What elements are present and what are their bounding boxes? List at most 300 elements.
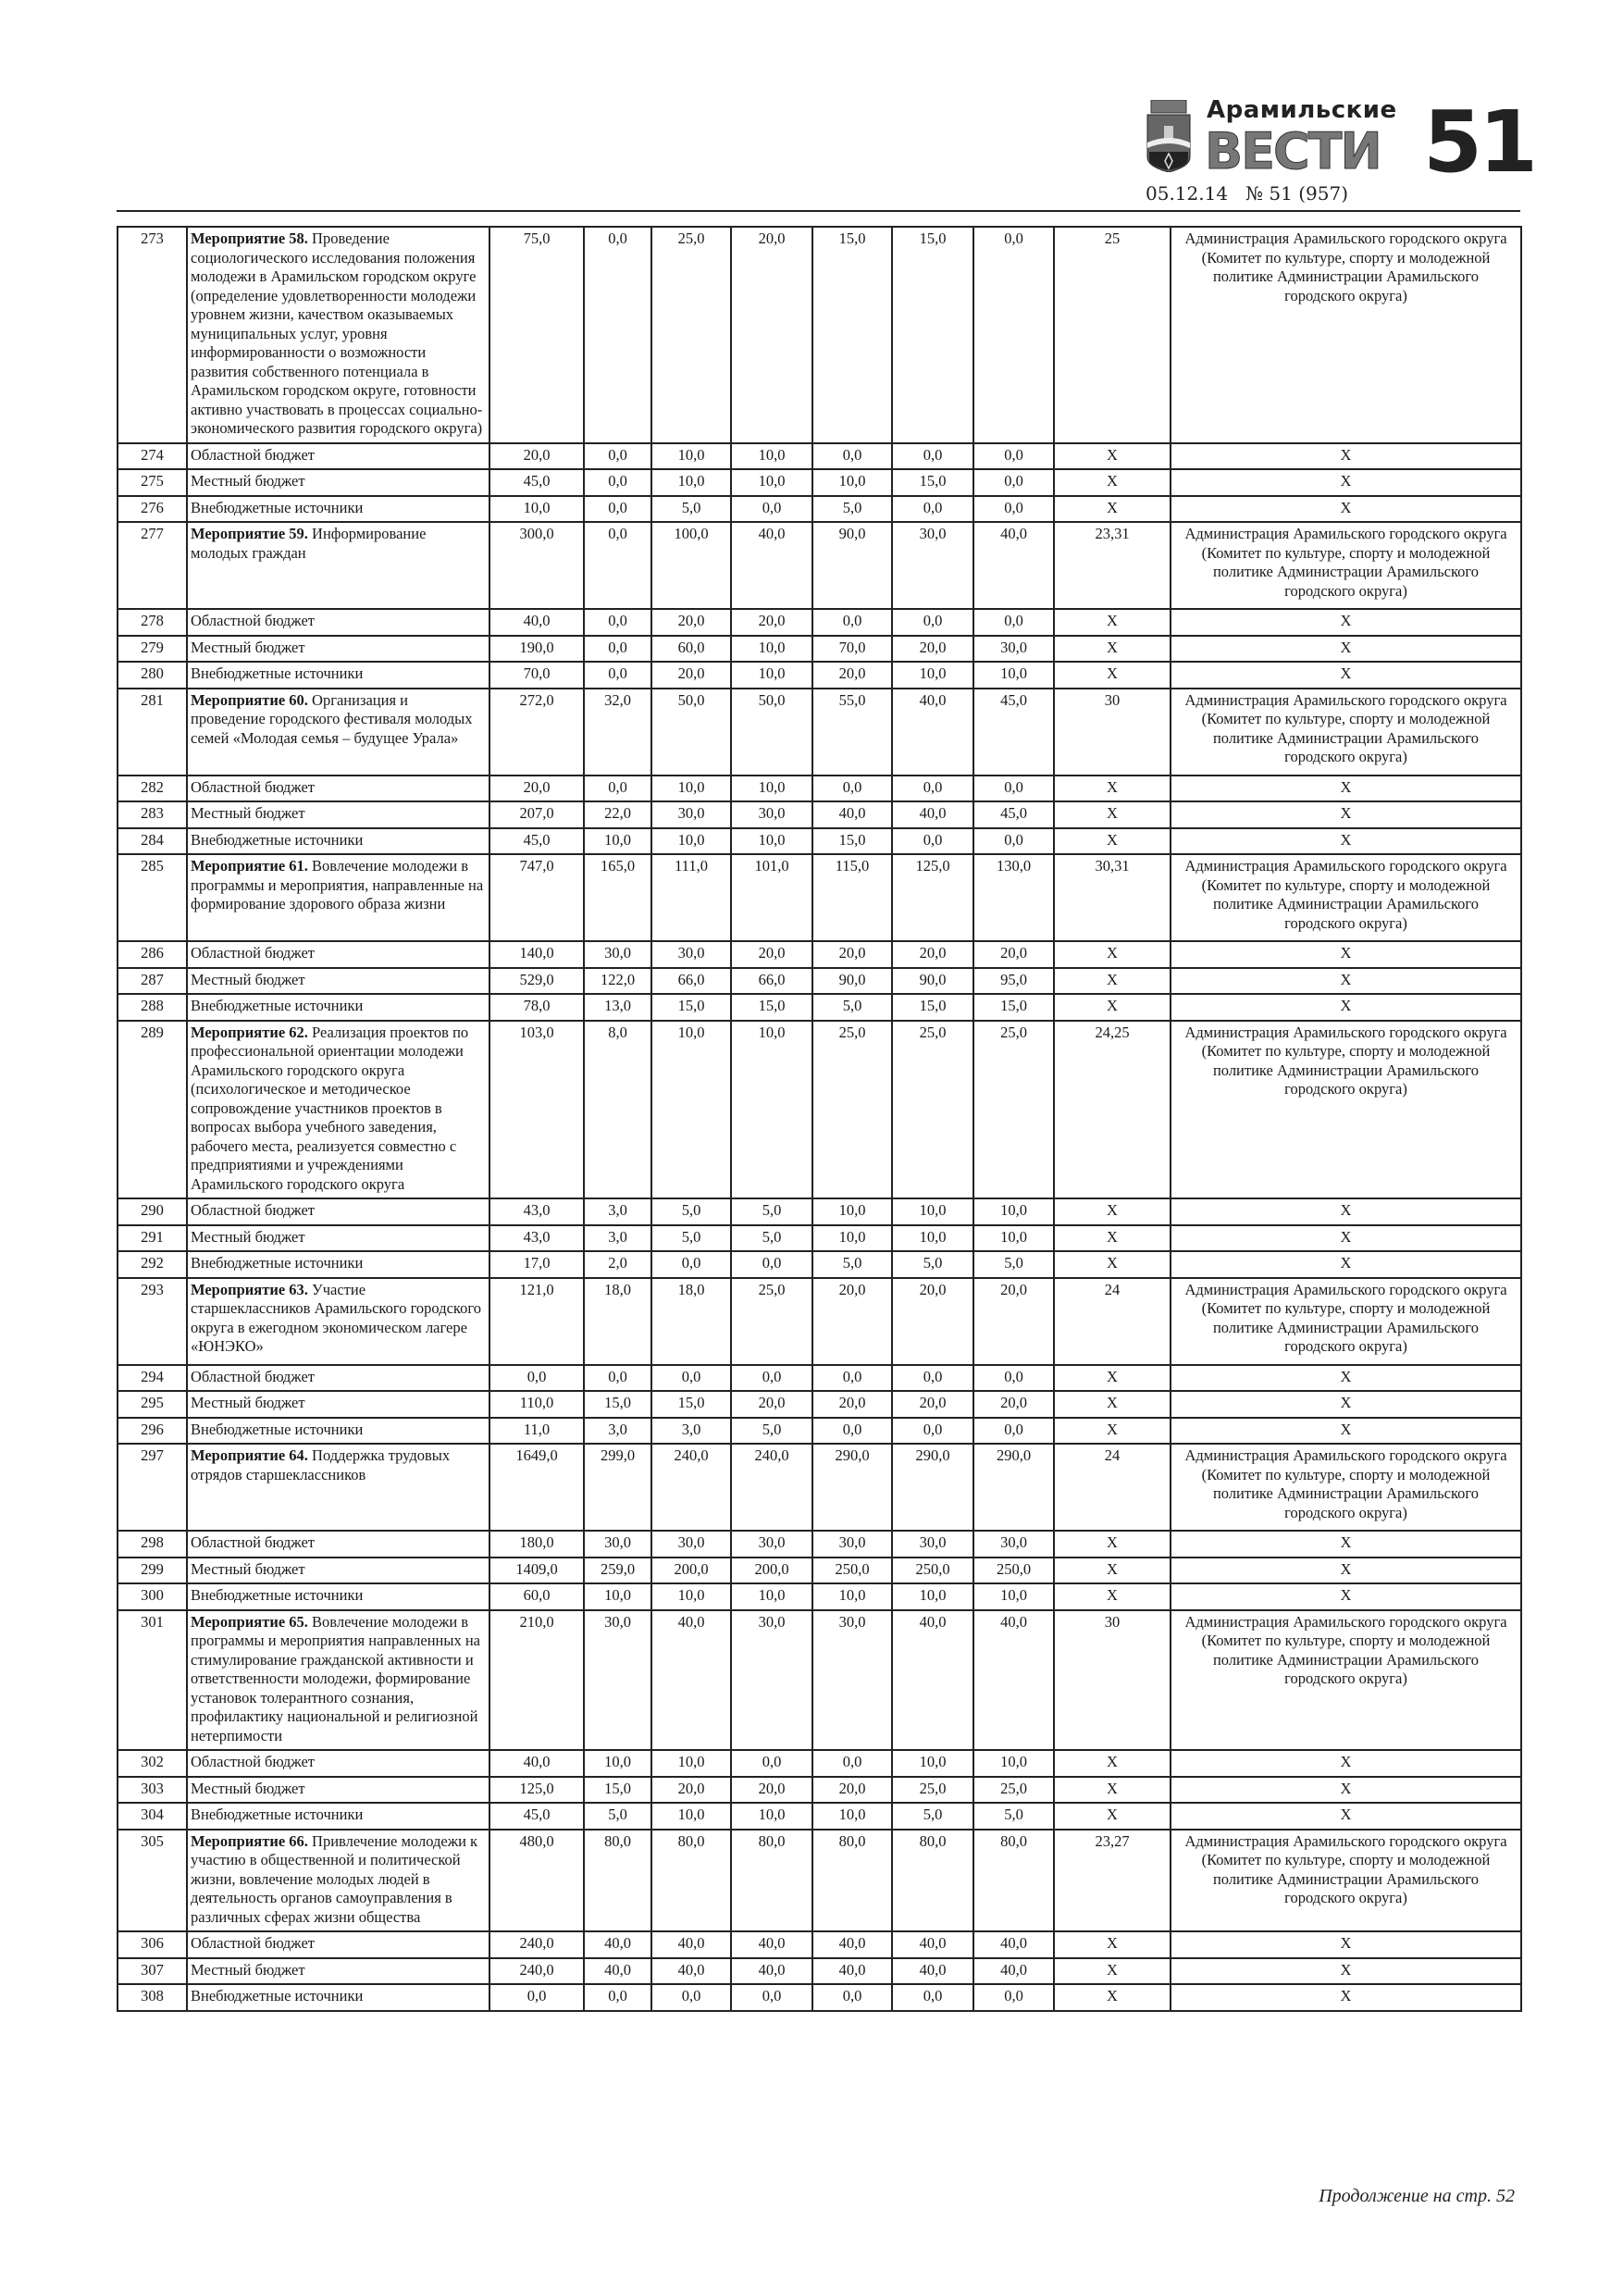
row-description bbox=[187, 469, 489, 496]
amount-cell: 250,0 bbox=[973, 1558, 1054, 1584]
amount-cell: 10,0 bbox=[731, 828, 812, 855]
amount-cell: 0,0 bbox=[584, 1984, 651, 2011]
amount-cell: 25,0 bbox=[973, 1777, 1054, 1804]
row-description bbox=[187, 1610, 489, 1751]
amount-cell: 40,0 bbox=[892, 1610, 973, 1751]
amount-cell: 130,0 bbox=[973, 854, 1054, 941]
target-indicator: X bbox=[1054, 1803, 1171, 1830]
amount-cell: 15,0 bbox=[892, 994, 973, 1021]
row-number: 293 bbox=[118, 1278, 187, 1365]
amount-cell: 10,0 bbox=[892, 1583, 973, 1610]
amount-cell: 50,0 bbox=[651, 689, 731, 776]
amount-cell: 101,0 bbox=[731, 854, 812, 941]
amount-cell: 0,0 bbox=[892, 1984, 973, 2011]
row-description bbox=[187, 1391, 489, 1418]
row-description bbox=[187, 443, 489, 470]
amount-cell: 78,0 bbox=[489, 994, 584, 1021]
table-row-funding bbox=[118, 662, 1521, 689]
row-description bbox=[187, 828, 489, 855]
continued-note: Продолжение на стр. 52 bbox=[1319, 2186, 1515, 2206]
responsible-executor: X bbox=[1171, 1583, 1521, 1610]
row-description bbox=[187, 522, 489, 609]
amount-cell: 0,0 bbox=[584, 443, 651, 470]
responsible-executor: X bbox=[1171, 1251, 1521, 1278]
amount-cell: 0,0 bbox=[731, 1750, 812, 1777]
target-indicator: X bbox=[1054, 1958, 1171, 1985]
amount-cell: 0,0 bbox=[892, 776, 973, 802]
issue-date-number: 05.12.14 № 51 (957) bbox=[1146, 182, 1349, 205]
amount-cell: 10,0 bbox=[651, 776, 731, 802]
row-description bbox=[187, 1830, 489, 1932]
amount-cell: 165,0 bbox=[584, 854, 651, 941]
target-indicator: X bbox=[1054, 941, 1171, 968]
amount-cell: 20,0 bbox=[812, 941, 892, 968]
row-number: 296 bbox=[118, 1418, 187, 1445]
amount-cell: 5,0 bbox=[584, 1803, 651, 1830]
amount-cell: 15,0 bbox=[584, 1777, 651, 1804]
coat-of-arms-icon bbox=[1146, 100, 1192, 172]
amount-cell: 40,0 bbox=[812, 1958, 892, 1985]
description-text: Местный бюджет bbox=[191, 970, 305, 988]
amount-cell: 40,0 bbox=[812, 801, 892, 828]
amount-cell: 20,0 bbox=[731, 1777, 812, 1804]
table-row-funding bbox=[118, 776, 1521, 802]
table-row-activity bbox=[118, 1830, 1521, 1932]
description-text: Местный бюджет bbox=[191, 638, 305, 656]
amount-cell: 10,0 bbox=[731, 1583, 812, 1610]
amount-cell: 0,0 bbox=[731, 496, 812, 523]
row-number: 277 bbox=[118, 522, 187, 609]
description-text: Местный бюджет bbox=[191, 1227, 305, 1246]
amount-cell: 30,0 bbox=[731, 1531, 812, 1558]
amount-cell: 30,0 bbox=[812, 1610, 892, 1751]
amount-cell: 20,0 bbox=[731, 227, 812, 443]
table-row-activity bbox=[118, 522, 1521, 609]
page-number: 51 bbox=[1423, 93, 1535, 192]
amount-cell: 20,0 bbox=[731, 941, 812, 968]
description-text: Областной бюджет bbox=[191, 1934, 316, 1952]
responsible-executor: Администрация Арамильского городского округа (Комитет по культуре, спорту и молодежной политике Администрации Арамильского городского округа) bbox=[1171, 1021, 1521, 1199]
amount-cell: 529,0 bbox=[489, 968, 584, 995]
amount-cell: 0,0 bbox=[973, 469, 1054, 496]
amount-cell: 20,0 bbox=[973, 941, 1054, 968]
activity-title: Мероприятие 62. bbox=[191, 1023, 308, 1041]
row-number: 284 bbox=[118, 828, 187, 855]
amount-cell: 0,0 bbox=[973, 227, 1054, 443]
amount-cell: 18,0 bbox=[584, 1278, 651, 1365]
amount-cell: 259,0 bbox=[584, 1558, 651, 1584]
amount-cell: 0,0 bbox=[973, 828, 1054, 855]
row-number: 303 bbox=[118, 1777, 187, 1804]
description-text: Внебюджетные источники bbox=[191, 1987, 364, 2004]
amount-cell: 0,0 bbox=[584, 522, 651, 609]
amount-cell: 25,0 bbox=[812, 1021, 892, 1199]
description-text: Реализация проектов по профессиональной ориентации молодежи Арамильского городского округа (психологическое и методическое сопровождение участников проектов в вопросах выбора учебного заведения, рабочего места, реализуется совместно с предприятиями и учреждениями Арамильского городского округа bbox=[191, 1023, 469, 1193]
row-description bbox=[187, 227, 489, 443]
amount-cell: 20,0 bbox=[892, 1391, 973, 1418]
responsible-executor: X bbox=[1171, 1225, 1521, 1252]
target-indicator: X bbox=[1054, 609, 1171, 636]
target-indicator: X bbox=[1054, 1984, 1171, 2011]
table-row-funding bbox=[118, 1583, 1521, 1610]
amount-cell: 40,0 bbox=[584, 1958, 651, 1985]
row-number: 289 bbox=[118, 1021, 187, 1199]
amount-cell: 10,0 bbox=[651, 1803, 731, 1830]
responsible-executor: X bbox=[1171, 941, 1521, 968]
row-number: 300 bbox=[118, 1583, 187, 1610]
amount-cell: 20,0 bbox=[812, 1777, 892, 1804]
description-text: Вовлечение молодежи в программы и мероприятия направленных на стимулирование гражданской активности и ответственности молодежи, формирование установок толерантного сознания, профилактику национальной и религиозной нетерпимости bbox=[191, 1612, 480, 1744]
amount-cell: 2,0 bbox=[584, 1251, 651, 1278]
amount-cell: 200,0 bbox=[651, 1558, 731, 1584]
target-indicator: 30 bbox=[1054, 1610, 1171, 1751]
amount-cell: 125,0 bbox=[489, 1777, 584, 1804]
amount-cell: 40,0 bbox=[973, 522, 1054, 609]
amount-cell: 10,0 bbox=[651, 1021, 731, 1199]
row-description bbox=[187, 1021, 489, 1199]
amount-cell: 10,0 bbox=[651, 443, 731, 470]
responsible-executor: X bbox=[1171, 1984, 1521, 2011]
description-text: Внебюджетные источники bbox=[191, 1586, 364, 1604]
amount-cell: 0,0 bbox=[812, 1984, 892, 2011]
amount-cell: 210,0 bbox=[489, 1610, 584, 1751]
description-text: Информирование молодых граждан bbox=[191, 525, 427, 562]
amount-cell: 20,0 bbox=[812, 662, 892, 689]
description-text: Областной бюджет bbox=[191, 944, 316, 962]
amount-cell: 110,0 bbox=[489, 1391, 584, 1418]
row-number: 281 bbox=[118, 689, 187, 776]
amount-cell: 80,0 bbox=[892, 1830, 973, 1932]
amount-cell: 20,0 bbox=[489, 776, 584, 802]
responsible-executor: X bbox=[1171, 1931, 1521, 1958]
row-description bbox=[187, 854, 489, 941]
amount-cell: 0,0 bbox=[892, 828, 973, 855]
target-indicator: 30 bbox=[1054, 689, 1171, 776]
table-row-funding bbox=[118, 1365, 1521, 1392]
amount-cell: 10,0 bbox=[973, 1750, 1054, 1777]
row-description bbox=[187, 1958, 489, 1985]
amount-cell: 0,0 bbox=[892, 1365, 973, 1392]
row-description bbox=[187, 968, 489, 995]
table-body bbox=[118, 227, 1521, 2011]
amount-cell: 25,0 bbox=[651, 227, 731, 443]
row-number: 294 bbox=[118, 1365, 187, 1392]
row-number: 307 bbox=[118, 1958, 187, 1985]
row-description bbox=[187, 1750, 489, 1777]
table-row-funding bbox=[118, 1418, 1521, 1445]
amount-cell: 10,0 bbox=[651, 469, 731, 496]
row-number: 278 bbox=[118, 609, 187, 636]
activity-title: Мероприятие 66. bbox=[191, 1831, 308, 1850]
amount-cell: 80,0 bbox=[973, 1830, 1054, 1932]
amount-cell: 0,0 bbox=[584, 609, 651, 636]
row-number: 301 bbox=[118, 1610, 187, 1751]
responsible-executor: X bbox=[1171, 1531, 1521, 1558]
description-text: Участие старшеклассников Арамильского городского округа в ежегодном экономическом лагере «ЮНЭКО» bbox=[191, 1280, 481, 1355]
responsible-executor: Администрация Арамильского городского округа (Комитет по культуре, спорту и молодежной политике Администрации Арамильского городского округа) bbox=[1171, 522, 1521, 609]
amount-cell: 20,0 bbox=[973, 1391, 1054, 1418]
amount-cell: 111,0 bbox=[651, 854, 731, 941]
responsible-executor: X bbox=[1171, 1198, 1521, 1225]
description-text: Областной бюджет bbox=[191, 1753, 316, 1770]
amount-cell: 0,0 bbox=[973, 496, 1054, 523]
amount-cell: 5,0 bbox=[892, 1803, 973, 1830]
activity-title: Мероприятие 64. bbox=[191, 1446, 308, 1464]
amount-cell: 80,0 bbox=[812, 1830, 892, 1932]
table-row-funding bbox=[118, 1958, 1521, 1985]
target-indicator: 24,25 bbox=[1054, 1021, 1171, 1199]
responsible-executor: X bbox=[1171, 828, 1521, 855]
target-indicator: X bbox=[1054, 994, 1171, 1021]
row-number: 291 bbox=[118, 1225, 187, 1252]
amount-cell: 10,0 bbox=[973, 1225, 1054, 1252]
activity-title: Мероприятие 58. bbox=[191, 230, 308, 247]
amount-cell: 25,0 bbox=[973, 1021, 1054, 1199]
amount-cell: 30,0 bbox=[651, 801, 731, 828]
row-description bbox=[187, 1418, 489, 1445]
amount-cell: 5,0 bbox=[812, 496, 892, 523]
amount-cell: 25,0 bbox=[731, 1278, 812, 1365]
amount-cell: 30,0 bbox=[731, 801, 812, 828]
amount-cell: 43,0 bbox=[489, 1198, 584, 1225]
amount-cell: 3,0 bbox=[651, 1418, 731, 1445]
amount-cell: 15,0 bbox=[651, 994, 731, 1021]
amount-cell: 10,0 bbox=[892, 662, 973, 689]
row-number: 288 bbox=[118, 994, 187, 1021]
logo-title: ВЕСТИ bbox=[1205, 122, 1381, 180]
row-number: 274 bbox=[118, 443, 187, 470]
target-indicator: X bbox=[1054, 496, 1171, 523]
target-indicator: 25 bbox=[1054, 227, 1171, 443]
responsible-executor: X bbox=[1171, 496, 1521, 523]
amount-cell: 0,0 bbox=[812, 1750, 892, 1777]
table-row-activity bbox=[118, 1444, 1521, 1531]
amount-cell: 45,0 bbox=[489, 469, 584, 496]
amount-cell: 3,0 bbox=[584, 1418, 651, 1445]
amount-cell: 40,0 bbox=[892, 1931, 973, 1958]
amount-cell: 10,0 bbox=[812, 1198, 892, 1225]
amount-cell: 75,0 bbox=[489, 227, 584, 443]
amount-cell: 10,0 bbox=[973, 1198, 1054, 1225]
table-row-funding bbox=[118, 1984, 1521, 2011]
amount-cell: 10,0 bbox=[973, 662, 1054, 689]
amount-cell: 0,0 bbox=[812, 443, 892, 470]
amount-cell: 40,0 bbox=[892, 689, 973, 776]
row-number: 305 bbox=[118, 1830, 187, 1932]
table-row-funding bbox=[118, 1803, 1521, 1830]
amount-cell: 10,0 bbox=[812, 1803, 892, 1830]
description-text: Внебюджетные источники bbox=[191, 1420, 364, 1438]
amount-cell: 15,0 bbox=[812, 828, 892, 855]
amount-cell: 70,0 bbox=[489, 662, 584, 689]
amount-cell: 10,0 bbox=[731, 1803, 812, 1830]
target-indicator: X bbox=[1054, 1777, 1171, 1804]
amount-cell: 240,0 bbox=[651, 1444, 731, 1531]
amount-cell: 747,0 bbox=[489, 854, 584, 941]
table-row-funding bbox=[118, 1750, 1521, 1777]
row-number: 295 bbox=[118, 1391, 187, 1418]
table-row-funding bbox=[118, 828, 1521, 855]
row-number: 283 bbox=[118, 801, 187, 828]
amount-cell: 60,0 bbox=[489, 1583, 584, 1610]
activity-title: Мероприятие 63. bbox=[191, 1280, 308, 1298]
amount-cell: 125,0 bbox=[892, 854, 973, 941]
amount-cell: 40,0 bbox=[731, 1958, 812, 1985]
amount-cell: 0,0 bbox=[973, 443, 1054, 470]
amount-cell: 290,0 bbox=[973, 1444, 1054, 1531]
description-text: Организация и проведение городского фестиваля молодых семей «Молодая семья – будущее Урала» bbox=[191, 690, 473, 747]
responsible-executor: Администрация Арамильского городского округа (Комитет по культуре, спорту и молодежной политике Администрации Арамильского городского округа) bbox=[1171, 854, 1521, 941]
description-text: Областной бюджет bbox=[191, 1533, 316, 1551]
amount-cell: 32,0 bbox=[584, 689, 651, 776]
amount-cell: 40,0 bbox=[584, 1931, 651, 1958]
row-description bbox=[187, 1278, 489, 1365]
row-description bbox=[187, 689, 489, 776]
responsible-executor: Администрация Арамильского городского округа (Комитет по культуре, спорту и молодежной политике Администрации Арамильского городского округа) bbox=[1171, 1610, 1521, 1751]
responsible-executor: X bbox=[1171, 1803, 1521, 1830]
amount-cell: 55,0 bbox=[812, 689, 892, 776]
row-number: 299 bbox=[118, 1558, 187, 1584]
target-indicator: X bbox=[1054, 1750, 1171, 1777]
amount-cell: 20,0 bbox=[973, 1278, 1054, 1365]
amount-cell: 0,0 bbox=[584, 469, 651, 496]
description-text: Местный бюджет bbox=[191, 1779, 305, 1797]
target-indicator: X bbox=[1054, 776, 1171, 802]
amount-cell: 10,0 bbox=[812, 1583, 892, 1610]
newspaper-masthead bbox=[1146, 96, 1414, 209]
responsible-executor: X bbox=[1171, 609, 1521, 636]
amount-cell: 0,0 bbox=[973, 609, 1054, 636]
amount-cell: 10,0 bbox=[731, 1021, 812, 1199]
amount-cell: 0,0 bbox=[892, 496, 973, 523]
amount-cell: 15,0 bbox=[584, 1391, 651, 1418]
amount-cell: 240,0 bbox=[489, 1931, 584, 1958]
responsible-executor: X bbox=[1171, 1418, 1521, 1445]
description-text: Проведение социологического исследования положения молодежи в Арамильском городском округе (определение удовлетворенности молодежи уровнем жизни, качеством оказываемых муниципальных услуг, уровня информированности о возможности развития собственного потенциала в Арамильском городском округе, готовности активно участвовать в процессах социально-экономического развития городского округа) bbox=[191, 230, 483, 437]
amount-cell: 0,0 bbox=[812, 1365, 892, 1392]
table-row-funding bbox=[118, 443, 1521, 470]
description-text: Областной бюджет bbox=[191, 1367, 316, 1385]
row-number: 304 bbox=[118, 1803, 187, 1830]
amount-cell: 20,0 bbox=[489, 443, 584, 470]
row-description bbox=[187, 496, 489, 523]
amount-cell: 10,0 bbox=[651, 1750, 731, 1777]
amount-cell: 10,0 bbox=[731, 776, 812, 802]
row-number: 306 bbox=[118, 1931, 187, 1958]
amount-cell: 8,0 bbox=[584, 1021, 651, 1199]
amount-cell: 5,0 bbox=[651, 1198, 731, 1225]
target-indicator: X bbox=[1054, 1198, 1171, 1225]
row-number: 280 bbox=[118, 662, 187, 689]
amount-cell: 20,0 bbox=[892, 941, 973, 968]
description-text: Вовлечение молодежи в программы и мероприятия, направленные на формирование здорового образа жизни bbox=[191, 857, 484, 912]
amount-cell: 40,0 bbox=[731, 1931, 812, 1958]
responsible-executor: X bbox=[1171, 801, 1521, 828]
row-description bbox=[187, 1198, 489, 1225]
amount-cell: 95,0 bbox=[973, 968, 1054, 995]
amount-cell: 5,0 bbox=[892, 1251, 973, 1278]
row-description bbox=[187, 1365, 489, 1392]
amount-cell: 480,0 bbox=[489, 1830, 584, 1932]
table-row-funding bbox=[118, 1558, 1521, 1584]
amount-cell: 240,0 bbox=[489, 1958, 584, 1985]
amount-cell: 0,0 bbox=[973, 1418, 1054, 1445]
row-number: 298 bbox=[118, 1531, 187, 1558]
amount-cell: 0,0 bbox=[651, 1365, 731, 1392]
amount-cell: 20,0 bbox=[731, 609, 812, 636]
row-description bbox=[187, 1225, 489, 1252]
amount-cell: 80,0 bbox=[651, 1830, 731, 1932]
activity-title: Мероприятие 60. bbox=[191, 690, 308, 709]
table-row-funding bbox=[118, 469, 1521, 496]
description-text: Областной бюджет bbox=[191, 445, 316, 464]
amount-cell: 5,0 bbox=[731, 1198, 812, 1225]
amount-cell: 40,0 bbox=[651, 1610, 731, 1751]
amount-cell: 100,0 bbox=[651, 522, 731, 609]
amount-cell: 90,0 bbox=[892, 968, 973, 995]
amount-cell: 10,0 bbox=[812, 469, 892, 496]
amount-cell: 30,0 bbox=[651, 1531, 731, 1558]
amount-cell: 40,0 bbox=[651, 1958, 731, 1985]
amount-cell: 10,0 bbox=[731, 469, 812, 496]
amount-cell: 5,0 bbox=[973, 1803, 1054, 1830]
amount-cell: 5,0 bbox=[651, 1225, 731, 1252]
amount-cell: 43,0 bbox=[489, 1225, 584, 1252]
responsible-executor: Администрация Арамильского городского округа (Комитет по культуре, спорту и молодежной политике Администрации Арамильского городского округа) bbox=[1171, 1830, 1521, 1932]
activity-title: Мероприятие 59. bbox=[191, 525, 308, 542]
row-description bbox=[187, 801, 489, 828]
amount-cell: 0,0 bbox=[584, 496, 651, 523]
amount-cell: 30,0 bbox=[812, 1531, 892, 1558]
target-indicator: 23,31 bbox=[1054, 522, 1171, 609]
table-row-activity bbox=[118, 227, 1521, 443]
row-description bbox=[187, 994, 489, 1021]
amount-cell: 0,0 bbox=[973, 1984, 1054, 2011]
row-number: 273 bbox=[118, 227, 187, 443]
amount-cell: 0,0 bbox=[584, 776, 651, 802]
description-text: Привлечение молодежи к участию в общественной и политической жизни, вовлечение молодых людей в деятельность органов самоуправления в различных сферах жизни общества bbox=[191, 1831, 478, 1926]
amount-cell: 30,0 bbox=[973, 1531, 1054, 1558]
row-description bbox=[187, 1444, 489, 1531]
row-description bbox=[187, 1803, 489, 1830]
amount-cell: 15,0 bbox=[812, 227, 892, 443]
amount-cell: 30,0 bbox=[973, 636, 1054, 663]
amount-cell: 60,0 bbox=[651, 636, 731, 663]
amount-cell: 70,0 bbox=[812, 636, 892, 663]
header-divider bbox=[117, 210, 1520, 212]
amount-cell: 115,0 bbox=[812, 854, 892, 941]
amount-cell: 240,0 bbox=[731, 1444, 812, 1531]
responsible-executor: X bbox=[1171, 1391, 1521, 1418]
target-indicator: X bbox=[1054, 443, 1171, 470]
amount-cell: 0,0 bbox=[731, 1984, 812, 2011]
target-indicator: X bbox=[1054, 662, 1171, 689]
table-row-activity bbox=[118, 1610, 1521, 1751]
table-row-funding bbox=[118, 801, 1521, 828]
amount-cell: 20,0 bbox=[651, 662, 731, 689]
amount-cell: 200,0 bbox=[731, 1558, 812, 1584]
target-indicator: X bbox=[1054, 1391, 1171, 1418]
table-row-funding bbox=[118, 968, 1521, 995]
amount-cell: 50,0 bbox=[731, 689, 812, 776]
amount-cell: 45,0 bbox=[489, 828, 584, 855]
table-row-funding bbox=[118, 1251, 1521, 1278]
amount-cell: 30,0 bbox=[584, 1531, 651, 1558]
amount-cell: 40,0 bbox=[812, 1931, 892, 1958]
budget-table bbox=[117, 226, 1522, 2012]
row-description bbox=[187, 636, 489, 663]
description-text: Поддержка трудовых отрядов старшеклассников bbox=[191, 1446, 451, 1483]
